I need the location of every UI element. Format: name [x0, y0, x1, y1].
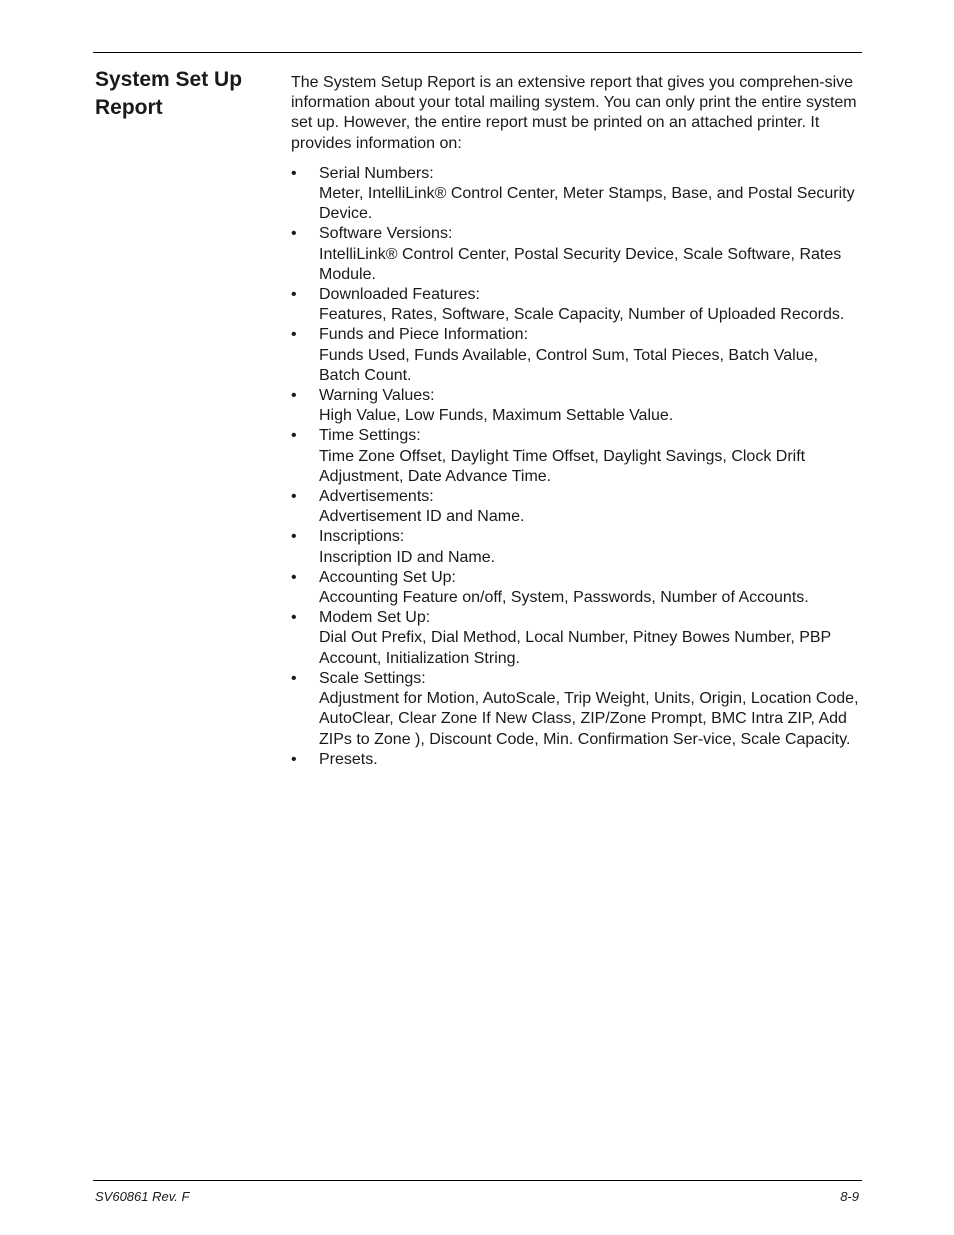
section-heading: System Set Up Report	[95, 68, 243, 119]
item-title: Scale Settings:	[319, 669, 426, 687]
bullet-icon: •	[291, 286, 297, 304]
bullet-icon: •	[291, 488, 297, 506]
bullet-icon: •	[291, 528, 297, 546]
item-title: Software Versions:	[319, 225, 453, 243]
bullet-icon: •	[291, 225, 297, 243]
item-title: Presets.	[319, 750, 378, 768]
bullet-icon: •	[291, 609, 297, 627]
list-item	[291, 325, 861, 386]
footer-rule	[93, 1180, 862, 1181]
list-item	[291, 750, 861, 770]
bullet-icon: •	[291, 164, 297, 182]
list-item	[291, 224, 861, 285]
bullet-icon: •	[291, 669, 297, 687]
list-item	[291, 487, 861, 527]
item-description: Funds Used, Funds Available, Control Sum, Total Pieces, Batch Value, Batch Count.	[319, 346, 818, 384]
item-description: Advertisement ID and Name.	[319, 508, 525, 526]
item-title: Funds and Piece Information:	[319, 326, 529, 344]
info-list	[291, 164, 861, 770]
list-item	[291, 285, 861, 325]
bullet-icon: •	[291, 326, 297, 344]
item-description: Time Zone Offset, Daylight Time Offset, Daylight Savings, Clock Drift Adjustment, Date Advance Time.	[319, 447, 806, 485]
list-item	[291, 527, 861, 567]
list-item	[291, 568, 861, 608]
item-title: Serial Numbers:	[319, 164, 434, 182]
item-title: Accounting Set Up:	[319, 568, 456, 586]
bullet-icon: •	[291, 750, 297, 768]
bullet-icon: •	[291, 387, 297, 405]
item-title: Modem Set Up:	[319, 609, 431, 627]
list-item	[291, 669, 861, 750]
document-id: SV60861 Rev. F	[95, 1189, 190, 1204]
item-title: Time Settings:	[319, 427, 421, 445]
bullet-icon: •	[291, 568, 297, 586]
list-item	[291, 386, 861, 426]
item-description: High Value, Low Funds, Maximum Settable Value.	[319, 407, 674, 425]
section-body	[291, 73, 861, 770]
item-description: Dial Out Prefix, Dial Method, Local Number, Pitney Bowes Number, PBP Account, Initialization String.	[319, 629, 831, 667]
item-description: IntelliLink® Control Center, Postal Security Device, Scale Software, Rates Module.	[319, 245, 842, 283]
item-title: Warning Values:	[319, 387, 435, 405]
page-number: 8-9	[840, 1189, 859, 1204]
intro-paragraph: The System Setup Report is an extensive report that gives you comprehen-sive information about your total mailing system. You can only print the entire system set up. However, the entire report must be printed on an attached printer. It provides information on:	[291, 74, 857, 152]
item-description: Adjustment for Motion, AutoScale, Trip Weight, Units, Origin, Location Code, AutoClear, Clear Zone If New Class, ZIP/Zone Prompt, BMC Intra ZIP, Add ZIPs to Zone ), Discount Code, Min. Confirmation Ser-vice, Scale Capacity.	[319, 690, 859, 748]
list-item	[291, 608, 861, 669]
header-rule	[93, 52, 862, 53]
item-title: Inscriptions:	[319, 528, 405, 546]
list-item	[291, 426, 861, 487]
item-description: Accounting Feature on/off, System, Passwords, Number of Accounts.	[319, 589, 809, 607]
item-description: Meter, IntelliLink® Control Center, Meter Stamps, Base, and Postal Security Device.	[319, 185, 855, 223]
list-item	[291, 164, 861, 225]
item-description: Features, Rates, Software, Scale Capacity, Number of Uploaded Records.	[319, 306, 845, 324]
item-description: Inscription ID and Name.	[319, 548, 496, 566]
item-title: Downloaded Features:	[319, 286, 480, 304]
item-title: Advertisements:	[319, 488, 434, 506]
bullet-icon: •	[291, 427, 297, 445]
